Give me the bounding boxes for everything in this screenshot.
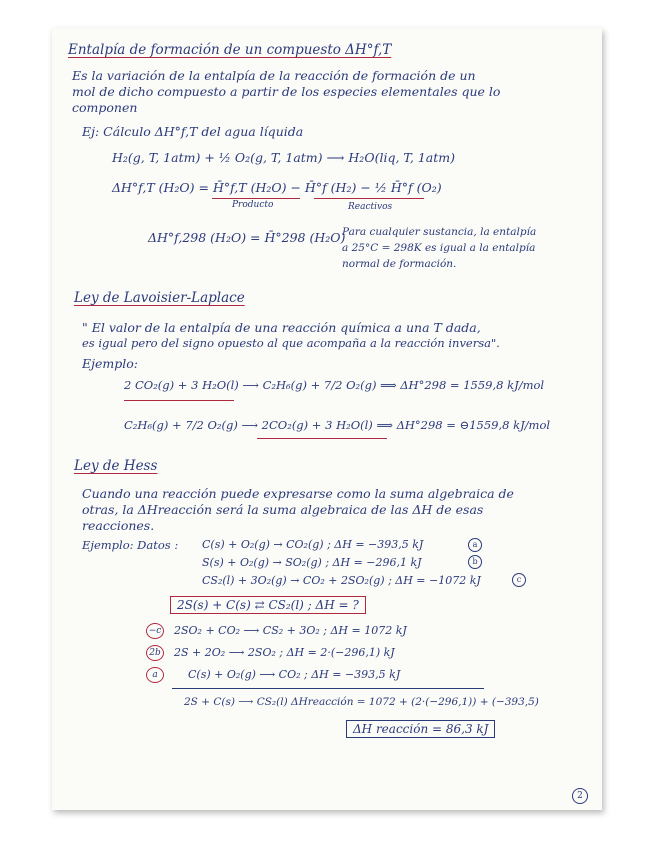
label-products: Producto [232,200,274,210]
hess-heading: Ley de Hess [74,458,158,474]
lavoisier-quote-1: " El valor de la entalpía de una reacción química a una T dada, [82,320,481,335]
definition-line-2: mol de dicho compuesto a partir de los especies elementales que lo [72,84,501,99]
example1-reaction: H₂(g, T, 1atm) + ½ O₂(g, T, 1atm) ⟶ H₂O(liq, T, 1atm) [112,150,455,165]
label-reactants: Reactivos [348,202,393,212]
target-reaction-box: 2S(s) + C(s) ⇄ CS₂(l) ; ΔH = ? [170,596,366,614]
reaction1-underline [124,400,234,401]
result-box: ΔH reacción = 86,3 kJ [346,720,495,738]
example1-intro: Ej: Cálculo ΔH°f,T del agua líquida [82,124,304,139]
step2-tag: 2b [146,645,164,661]
note-line-1: Para cualquier sustancia, la entalpía [342,226,537,238]
step1-tag: −c [146,623,164,639]
hess-data-3: CS₂(l) + 3O₂(g) → CO₂ + 2SO₂(g) ; ΔH = −1072 kJ [202,574,481,587]
definition-line-3: componen [72,100,138,115]
note-line-2: a 25°C = 298K es igual a la entalpía [342,242,536,254]
lavoisier-quote-2: es igual pero del signo opuesto al que acompaña a la reacción inversa". [82,336,500,350]
hess-text-3: reacciones. [82,518,155,533]
hess-data-label: Ejemplo: Datos : [82,538,179,552]
notebook-page [52,28,602,810]
hess-step-1: 2SO₂ + CO₂ ⟶ CS₂ + 3O₂ ; ΔH = 1072 kJ [174,624,407,637]
step3-tag: a [146,667,164,683]
hess-step-3: C(s) + O₂(g) ⟶ CO₂ ; ΔH = −393,5 kJ [188,668,401,681]
reactants-underline [314,198,424,199]
lavoisier-reaction-1: 2 CO₂(g) + 3 H₂O(l) ⟶ C₂H₆(g) + 7/2 O₂(g) ⟹ ΔH°298 = 1559,8 kJ/mol [124,378,545,392]
hess-text-2: otras, la ΔHreacción será la suma algebraica de las ΔH de esas [82,502,484,517]
hess-text-1: Cuando una reacción puede expresarse como la suma algebraica de [82,486,514,501]
example1-equation: ΔH°f,T (H₂O) = H̄°f,T (H₂O) − H̄°f (H₂) − ½ H̄°f (O₂) [112,180,442,195]
hess-data-1: C(s) + O₂(g) → CO₂(g) ; ΔH = −393,5 kJ [202,538,424,551]
hess-sum: 2S + C(s) ⟶ CS₂(l) ΔHreacción = 1072 + (2·(−296,1)) + (−393,5) [184,696,539,708]
page-title: Entalpía de formación de un compuesto ΔH°f,T [68,42,392,58]
note-line-3: normal de formación. [342,258,457,270]
products-underline [212,198,300,199]
page-number: 2 [572,788,588,804]
reaction2-underline [257,438,387,439]
sum-line [172,688,484,689]
lavoisier-example-label: Ejemplo: [82,356,138,371]
tag-a-circle: a [468,538,482,552]
hess-step-2: 2S + 2O₂ ⟶ 2SO₂ ; ΔH = 2·(−296,1) kJ [174,646,395,659]
tag-b-circle: b [468,555,482,569]
definition-line-1: Es la variación de la entalpía de la reacción de formación de un [72,68,476,83]
hess-data-2: S(s) + O₂(g) → SO₂(g) ; ΔH = −296,1 kJ [202,556,422,569]
standard-enthalpy-equation: ΔH°f,298 (H₂O) = H̄°298 (H₂O) [148,230,346,245]
lavoisier-heading: Ley de Lavoisier-Laplace [74,290,245,306]
lavoisier-reaction-2: C₂H₆(g) + 7/2 O₂(g) ⟶ 2CO₂(g) + 3 H₂O(l) ⟹ ΔH°298 = ⊖1559,8 kJ/mol [124,418,551,432]
tag-c-circle: c [512,573,526,587]
